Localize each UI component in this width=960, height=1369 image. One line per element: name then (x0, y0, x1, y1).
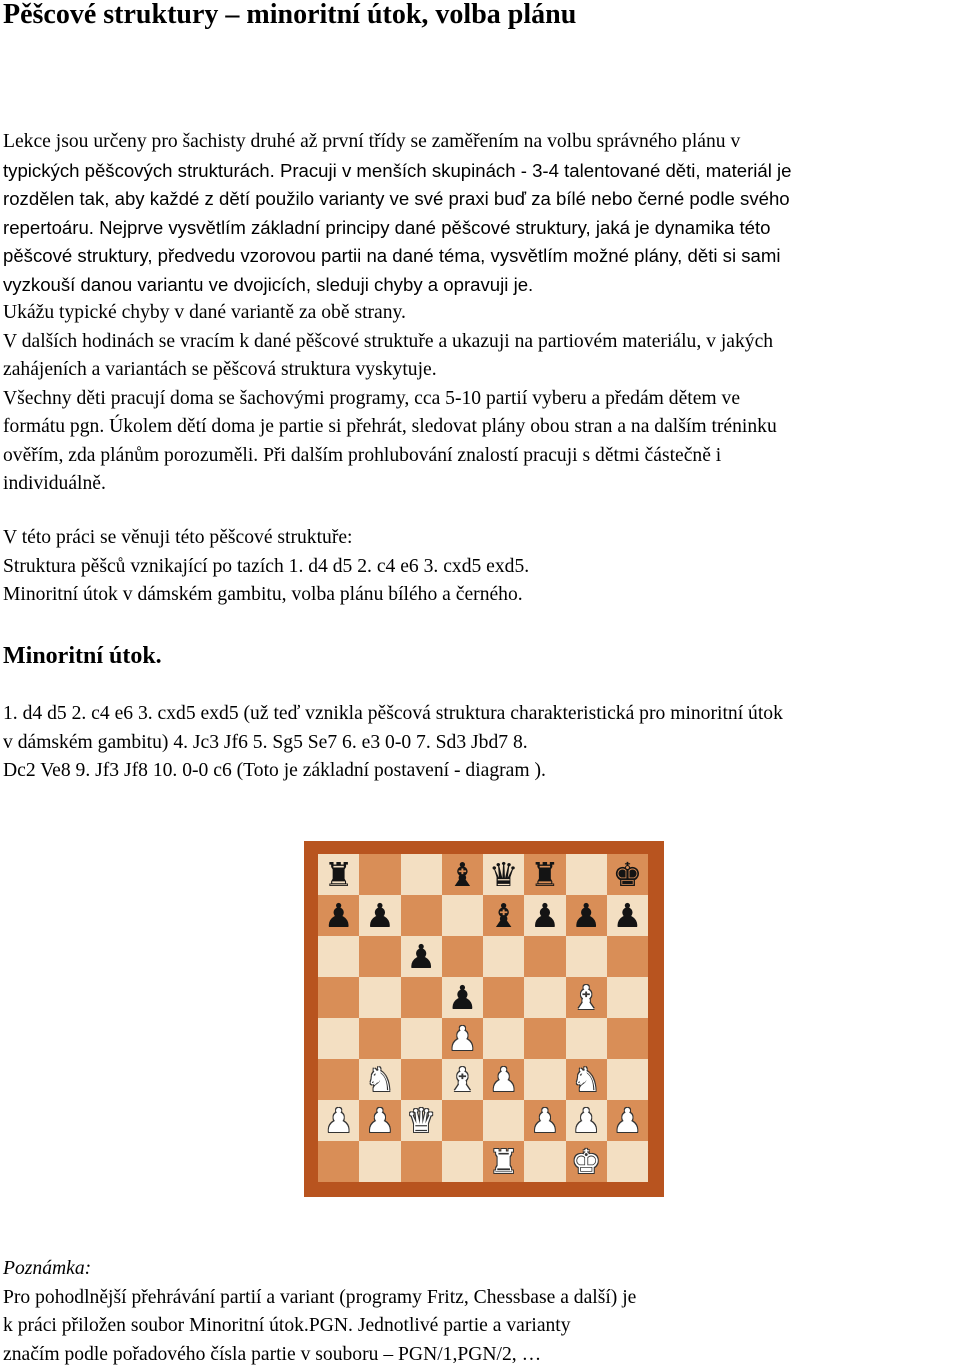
white-pawn-icon: ♟ (324, 1104, 354, 1137)
black-pawn-icon: ♟ (365, 899, 395, 932)
black-pawn-icon: ♟ (530, 899, 560, 932)
structure-line: Struktura pěšců vznikající po tazích 1. d4 d5 2. c4 e6 3. cxd5 exd5. (3, 553, 960, 582)
square-a1 (318, 1141, 359, 1182)
square-g8 (566, 854, 607, 895)
square-e2 (483, 1100, 524, 1141)
black-bishop-icon: ♝ (489, 899, 519, 932)
intro-line: pěšcové struktury, předvedu vzorovou partii na dané téma, vysvětlím možné plány, děti si sami (3, 242, 960, 271)
intro-line: Všechny děti pracují doma se šachovými programy, cca 5-10 partií vyberu a předám dětem ve (3, 385, 960, 414)
square-c4 (401, 1018, 442, 1059)
square-b1 (359, 1141, 400, 1182)
intro-line: V dalších hodinách se vracím k dané pěšcové struktuře a ukazuji na partiovém materiálu, v jakých (3, 328, 960, 357)
white-rook-icon: ♜ (489, 1145, 519, 1178)
square-f1 (524, 1141, 565, 1182)
black-pawn-icon: ♟ (448, 981, 478, 1014)
white-pawn-icon: ♟ (613, 1104, 643, 1137)
moves-line: Dc2 Ve8 9. Jf3 Jf8 10. 0-0 c6 (Toto je základní postavení - diagram ). (3, 757, 960, 786)
chessboard-grid (318, 854, 648, 1182)
square-c8 (401, 854, 442, 895)
square-d7 (442, 895, 483, 936)
square-g4 (566, 1018, 607, 1059)
square-e1 (483, 1141, 524, 1182)
square-c7 (401, 895, 442, 936)
black-rook-icon: ♜ (530, 858, 560, 891)
square-e5 (483, 977, 524, 1018)
square-f7 (524, 895, 565, 936)
square-d2 (442, 1100, 483, 1141)
square-e7 (483, 895, 524, 936)
square-b5 (359, 977, 400, 1018)
white-bishop-icon: ♝ (448, 1063, 478, 1096)
square-a4 (318, 1018, 359, 1059)
intro-line: formátu pgn. Úkolem dětí doma je partie si přehrát, sledovat plány obou stran a na dalším tréninku (3, 413, 960, 442)
intro-line: Lekce jsou určeny pro šachisty druhé až první třídy se zaměřením na volbu správného plánu v (3, 128, 960, 157)
square-e4 (483, 1018, 524, 1059)
note-line: značím podle pořadového čísla partie v souboru – PGN/1,PGN/2, … (3, 1341, 960, 1369)
square-c3 (401, 1059, 442, 1100)
square-g1 (566, 1141, 607, 1182)
intro-line: repertoáru. Nejprve vysvětlím základní principy dané pěšcové struktury, jaká je dynamika této (3, 214, 960, 243)
intro-line: Ukážu typické chyby v dané variantě za obě strany. (3, 299, 960, 328)
white-king-icon: ♚ (571, 1145, 601, 1178)
section-heading: Minoritní útok. (3, 640, 162, 672)
square-d3 (442, 1059, 483, 1100)
square-g3 (566, 1059, 607, 1100)
square-h6 (607, 936, 648, 977)
black-pawn-icon: ♟ (571, 899, 601, 932)
structure-line: Minoritní útok v dámském gambitu, volba plánu bílého a černého. (3, 581, 960, 610)
white-knight-icon: ♞ (571, 1063, 601, 1096)
intro-line: zahájeních a variantách se pěšcová struktura vyskytuje. (3, 356, 960, 385)
intro-paragraph (3, 128, 960, 499)
page-title: Pěšcové struktury – minoritní útok, volba plánu (3, 0, 576, 32)
moves-line: v dámském gambitu) 4. Jc3 Jf6 5. Sg5 Se7 6. e3 0-0 7. Sd3 Jbd7 8. (3, 729, 960, 758)
square-d6 (442, 936, 483, 977)
square-g6 (566, 936, 607, 977)
square-b2 (359, 1100, 400, 1141)
intro-line: typických pěšcových strukturách. Pracuji v menších skupinách - 3-4 talentované děti, materiál je (3, 157, 960, 186)
structure-paragraph (3, 524, 960, 610)
square-h3 (607, 1059, 648, 1100)
square-f3 (524, 1059, 565, 1100)
square-a2 (318, 1100, 359, 1141)
white-pawn-icon: ♟ (571, 1104, 601, 1137)
square-d1 (442, 1141, 483, 1182)
white-bishop-icon: ♝ (571, 981, 601, 1014)
black-king-icon: ♚ (613, 858, 643, 891)
square-h8 (607, 854, 648, 895)
intro-line: vyzkouší danou variantu ve dvojicích, sleduji chyby a opravuji je. (3, 271, 960, 300)
square-a3 (318, 1059, 359, 1100)
white-knight-icon: ♞ (365, 1063, 395, 1096)
square-d5 (442, 977, 483, 1018)
square-f4 (524, 1018, 565, 1059)
square-c5 (401, 977, 442, 1018)
square-f6 (524, 936, 565, 977)
square-g7 (566, 895, 607, 936)
square-b6 (359, 936, 400, 977)
intro-line: rozdělen tak, aby každé z dětí použilo varianty ve své praxi buď za bílé nebo černé podle svého (3, 185, 960, 214)
square-e6 (483, 936, 524, 977)
square-a5 (318, 977, 359, 1018)
square-h4 (607, 1018, 648, 1059)
square-h1 (607, 1141, 648, 1182)
square-c6 (401, 936, 442, 977)
black-queen-icon: ♛ (489, 858, 519, 891)
white-pawn-icon: ♟ (530, 1104, 560, 1137)
moves-line: 1. d4 d5 2. c4 e6 3. cxd5 exd5 (už teď vznikla pěšcová struktura charakteristická pro minoritní útok (3, 700, 960, 729)
square-h2 (607, 1100, 648, 1141)
moves-paragraph (3, 700, 960, 786)
square-b3 (359, 1059, 400, 1100)
square-h5 (607, 977, 648, 1018)
intro-line: ověřím, zda plánům porozuměli. Při dalším prohlubování znalostí pracuji s dětmi částečně i (3, 442, 960, 471)
chess-diagram (304, 841, 664, 1197)
square-d4 (442, 1018, 483, 1059)
square-f8 (524, 854, 565, 895)
note-line: k práci přiložen soubor Minoritní útok.PGN. Jednotlivé partie a varianty (3, 1312, 960, 1341)
square-b4 (359, 1018, 400, 1059)
square-a6 (318, 936, 359, 977)
structure-line: V této práci se věnuji této pěšcové struktuře: (3, 524, 960, 553)
white-pawn-icon: ♟ (448, 1022, 478, 1055)
square-b8 (359, 854, 400, 895)
black-rook-icon: ♜ (324, 858, 354, 891)
square-e8 (483, 854, 524, 895)
square-g5 (566, 977, 607, 1018)
square-h7 (607, 895, 648, 936)
square-a7 (318, 895, 359, 936)
square-c1 (401, 1141, 442, 1182)
white-queen-icon: ♛ (406, 1104, 436, 1137)
square-g2 (566, 1100, 607, 1141)
white-pawn-icon: ♟ (489, 1063, 519, 1096)
square-d8 (442, 854, 483, 895)
note-paragraph (3, 1255, 960, 1369)
intro-line: individuálně. (3, 470, 960, 499)
square-a8 (318, 854, 359, 895)
note-line: Pro pohodlnější přehrávání partií a variant (programy Fritz, Chessbase a další) je (3, 1284, 960, 1313)
square-f2 (524, 1100, 565, 1141)
black-pawn-icon: ♟ (406, 940, 436, 973)
white-pawn-icon: ♟ (365, 1104, 395, 1137)
square-f5 (524, 977, 565, 1018)
black-pawn-icon: ♟ (613, 899, 643, 932)
black-pawn-icon: ♟ (324, 899, 354, 932)
square-e3 (483, 1059, 524, 1100)
black-bishop-icon: ♝ (448, 858, 478, 891)
note-label: Poznámka: (3, 1255, 960, 1284)
square-c2 (401, 1100, 442, 1141)
square-b7 (359, 895, 400, 936)
